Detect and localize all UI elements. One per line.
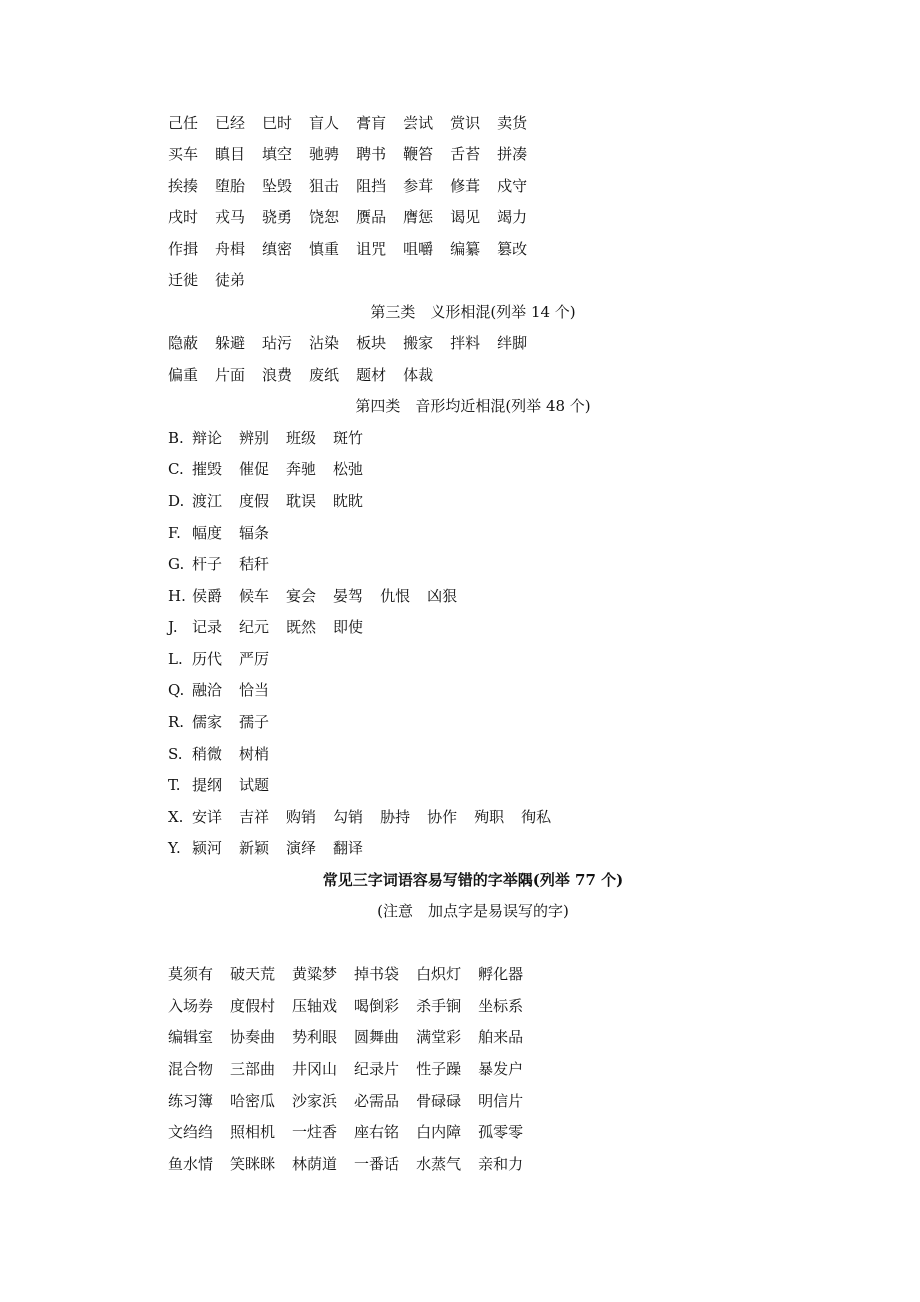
word: 喝倒彩 — [354, 997, 400, 1015]
word: 严厉 — [239, 650, 270, 668]
word: 挨揍 — [168, 177, 199, 195]
word: 眈眈 — [333, 492, 364, 510]
word: 绊脚 — [497, 334, 528, 352]
word-row — [168, 458, 768, 490]
word: 渡江 — [192, 492, 223, 510]
word: 孺子 — [239, 713, 270, 731]
word: 戌时 — [168, 208, 199, 226]
word: 满堂彩 — [416, 1028, 462, 1046]
word: 恰当 — [239, 681, 270, 699]
word-row — [168, 806, 768, 838]
word: 吉祥 — [239, 808, 270, 826]
word: 填空 — [262, 145, 293, 163]
word: 仇恨 — [380, 587, 411, 605]
word-row — [168, 774, 768, 806]
word: 沙家浜 — [292, 1092, 338, 1110]
row-letter: S. — [168, 745, 183, 763]
word: 树梢 — [239, 745, 270, 763]
word: 莫须有 — [168, 965, 214, 983]
word: 戎马 — [215, 208, 246, 226]
word: 编纂 — [450, 240, 481, 258]
word-row — [168, 364, 768, 396]
word: 买车 — [168, 145, 199, 163]
word: 瞋目 — [215, 145, 246, 163]
row-letter: H. — [168, 587, 186, 605]
word: 秸秆 — [239, 555, 270, 573]
word: 候车 — [239, 587, 270, 605]
word: 浪费 — [262, 366, 293, 384]
word: 辩论 — [192, 429, 223, 447]
word: 徒弟 — [215, 271, 246, 289]
word: 骨碌碌 — [416, 1092, 462, 1110]
word: 咀嚼 — [403, 240, 434, 258]
word: 鱼水情 — [168, 1155, 214, 1173]
word: 三部曲 — [230, 1060, 276, 1078]
word: 慎重 — [309, 240, 340, 258]
word: 林荫道 — [292, 1155, 338, 1173]
word: 班级 — [286, 429, 317, 447]
word-row — [168, 427, 768, 459]
word-row — [168, 995, 768, 1027]
word-row — [168, 522, 768, 554]
word: 凶狠 — [427, 587, 458, 605]
word-row — [168, 332, 768, 364]
word: 堕胎 — [215, 177, 246, 195]
word: 练习簿 — [168, 1092, 214, 1110]
word: 度假村 — [230, 997, 276, 1015]
word: 宴会 — [286, 587, 317, 605]
word: 催促 — [239, 460, 270, 478]
row-letter: T. — [168, 776, 181, 794]
word: 废纸 — [309, 366, 340, 384]
word: 杀手锏 — [416, 997, 462, 1015]
section-heading: 第三类 义形相混(列举 14 个) — [370, 303, 576, 321]
word: 拌料 — [450, 334, 481, 352]
word: 题材 — [356, 366, 387, 384]
word-row — [168, 1121, 768, 1153]
word: 盲人 — [309, 114, 340, 132]
word: 赏识 — [450, 114, 481, 132]
word: 提纲 — [192, 776, 223, 794]
word: 阻挡 — [356, 177, 387, 195]
word: 骁勇 — [262, 208, 293, 226]
word: 斑竹 — [333, 429, 364, 447]
row-letter: X. — [168, 808, 184, 826]
word-row — [168, 1153, 768, 1185]
word: 坠毁 — [262, 177, 293, 195]
word: 勾销 — [333, 808, 364, 826]
word: 隐蔽 — [168, 334, 199, 352]
word: 翻译 — [333, 839, 364, 857]
word: 摧毁 — [192, 460, 223, 478]
word-row — [168, 679, 768, 711]
row-letter: R. — [168, 713, 185, 731]
word: 演绎 — [286, 839, 317, 857]
word: 戍守 — [497, 177, 528, 195]
section-note: (注意 加点字是易误写的字) — [377, 902, 569, 920]
word: 入场券 — [168, 997, 214, 1015]
word: 已经 — [215, 114, 246, 132]
word: 谒见 — [450, 208, 481, 226]
word: 杆子 — [192, 555, 223, 573]
word: 鞭笞 — [403, 145, 434, 163]
word: 颍河 — [192, 839, 223, 857]
word-row — [168, 206, 768, 238]
word-row — [168, 1026, 768, 1058]
word: 安详 — [192, 808, 223, 826]
word: 一炷香 — [292, 1123, 338, 1141]
word: 即使 — [333, 618, 364, 636]
word: 稍微 — [192, 745, 223, 763]
word: 协作 — [427, 808, 458, 826]
word: 迁徙 — [168, 271, 199, 289]
word: 座右铭 — [354, 1123, 400, 1141]
word-row — [168, 585, 768, 617]
word: 暴发户 — [478, 1060, 524, 1078]
word: 缜密 — [262, 240, 293, 258]
word: 纪元 — [239, 618, 270, 636]
word: 记录 — [192, 618, 223, 636]
word-row — [168, 269, 768, 301]
word: 徇私 — [521, 808, 552, 826]
word-row — [168, 490, 768, 522]
row-letter: J. — [168, 618, 178, 636]
word: 纪录片 — [354, 1060, 400, 1078]
word-row — [168, 711, 768, 743]
word: 编辑室 — [168, 1028, 214, 1046]
word: 膏肓 — [356, 114, 387, 132]
word-row — [168, 1090, 768, 1122]
word: 饶恕 — [309, 208, 340, 226]
section-heading: 常见三字词语容易写错的字举隅(列举 77 个) — [322, 871, 624, 889]
word: 白炽灯 — [416, 965, 462, 983]
section-heading: 第四类 音形均近相混(列举 48 个) — [355, 397, 591, 415]
word: 胁持 — [380, 808, 411, 826]
row-letter: C. — [168, 460, 184, 478]
word: 聘书 — [356, 145, 387, 163]
word-row — [168, 143, 768, 175]
word: 板块 — [356, 334, 387, 352]
word: 坐标系 — [478, 997, 524, 1015]
word: 狙击 — [309, 177, 340, 195]
word: 耽误 — [286, 492, 317, 510]
word-row — [168, 616, 768, 648]
word: 购销 — [286, 808, 317, 826]
word: 舌苔 — [450, 145, 481, 163]
word: 松弛 — [333, 460, 364, 478]
word: 参茸 — [403, 177, 434, 195]
word: 哈密瓜 — [230, 1092, 276, 1110]
word: 试题 — [239, 776, 270, 794]
word: 掉书袋 — [354, 965, 400, 983]
row-letter: D. — [168, 492, 185, 510]
row-letter: Q. — [168, 681, 185, 699]
word: 赝品 — [356, 208, 387, 226]
word: 明信片 — [478, 1092, 524, 1110]
row-letter: Y. — [168, 839, 181, 857]
word: 拼凑 — [497, 145, 528, 163]
word-row — [168, 837, 768, 869]
word: 玷污 — [262, 334, 293, 352]
word: 躲避 — [215, 334, 246, 352]
word: 混合物 — [168, 1060, 214, 1078]
word: 笑眯眯 — [230, 1155, 276, 1173]
word-row — [168, 112, 768, 144]
word: 竭力 — [497, 208, 528, 226]
word: 性子躁 — [416, 1060, 462, 1078]
word: 膺惩 — [403, 208, 434, 226]
word: 势利眼 — [292, 1028, 338, 1046]
word: 沾染 — [309, 334, 340, 352]
word: 一番话 — [354, 1155, 400, 1173]
word: 偏重 — [168, 366, 199, 384]
word: 卖货 — [497, 114, 528, 132]
word: 辐条 — [239, 524, 270, 542]
word: 黄粱梦 — [292, 965, 338, 983]
word: 儒家 — [192, 713, 223, 731]
word: 搬家 — [403, 334, 434, 352]
word: 己任 — [168, 114, 199, 132]
word: 既然 — [286, 618, 317, 636]
row-letter: L. — [168, 650, 183, 668]
word: 水蒸气 — [416, 1155, 462, 1173]
word: 篡改 — [497, 240, 528, 258]
word-row — [168, 175, 768, 207]
row-letter: G. — [168, 555, 185, 573]
word: 舟楫 — [215, 240, 246, 258]
word: 必需品 — [354, 1092, 400, 1110]
word: 照相机 — [230, 1123, 276, 1141]
word: 尝试 — [403, 114, 434, 132]
word: 孤零零 — [478, 1123, 524, 1141]
word: 体裁 — [403, 366, 434, 384]
word-row — [168, 743, 768, 775]
word: 巳时 — [262, 114, 293, 132]
word: 文绉绉 — [168, 1123, 214, 1141]
word: 度假 — [239, 492, 270, 510]
word-row — [168, 648, 768, 680]
word: 舶来品 — [478, 1028, 524, 1046]
word: 驰骋 — [309, 145, 340, 163]
word: 融洽 — [192, 681, 223, 699]
word: 历代 — [192, 650, 223, 668]
row-letter: F. — [168, 524, 181, 542]
word: 诅咒 — [356, 240, 387, 258]
word-row — [168, 1058, 768, 1090]
word: 片面 — [215, 366, 246, 384]
word: 殉职 — [474, 808, 505, 826]
word: 幅度 — [192, 524, 223, 542]
word: 侯爵 — [192, 587, 223, 605]
word: 压轴戏 — [292, 997, 338, 1015]
word: 辨别 — [239, 429, 270, 447]
word-row — [168, 553, 768, 585]
word: 晏驾 — [333, 587, 364, 605]
word: 作揖 — [168, 240, 199, 258]
word: 破天荒 — [230, 965, 276, 983]
word: 孵化器 — [478, 965, 524, 983]
word: 修葺 — [450, 177, 481, 195]
word-row — [168, 963, 768, 995]
word-row — [168, 238, 768, 270]
word: 协奏曲 — [230, 1028, 276, 1046]
word: 圆舞曲 — [354, 1028, 400, 1046]
word: 新颖 — [239, 839, 270, 857]
word: 奔驰 — [286, 460, 317, 478]
row-letter: B. — [168, 429, 184, 447]
word: 白内障 — [416, 1123, 462, 1141]
word: 亲和力 — [478, 1155, 524, 1173]
word: 井冈山 — [292, 1060, 338, 1078]
